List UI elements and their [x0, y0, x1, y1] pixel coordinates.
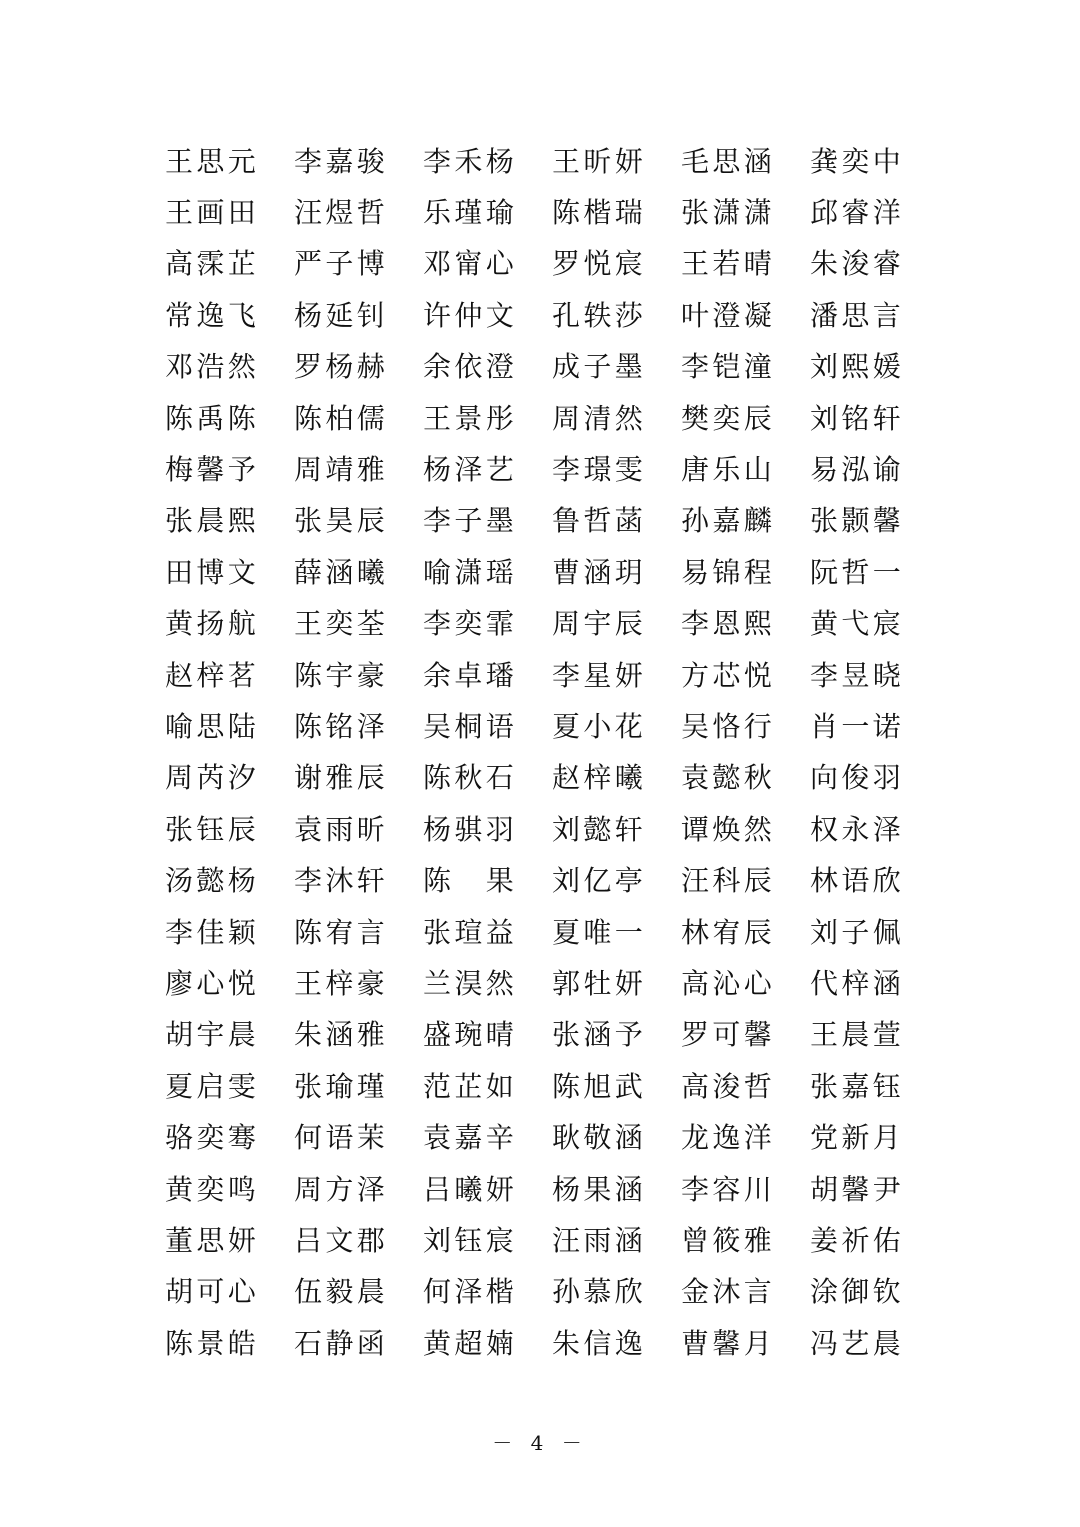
- name-entry: 曹馨月: [681, 1326, 776, 1360]
- name-entry: 成子墨: [552, 350, 647, 384]
- name-entry: 常逸飞: [165, 298, 260, 332]
- name-entry: 孔轶莎: [552, 298, 647, 332]
- name-entry: 张瑜瑾: [294, 1069, 389, 1103]
- name-entry: 李禾杨: [423, 144, 518, 178]
- name-entry: 伍毅晨: [294, 1275, 389, 1309]
- page-number: － 4 －: [492, 1431, 588, 1455]
- name-entry: 黄奕鸣: [165, 1172, 260, 1206]
- name-entry: 吴恪行: [681, 709, 776, 743]
- name-entry: 胡馨尹: [810, 1172, 905, 1206]
- name-entry: 周靖雅: [294, 453, 389, 487]
- name-entry: 汪科辰: [681, 864, 776, 898]
- name-entry: 罗可馨: [681, 1018, 776, 1052]
- name-entry: 黄扬航: [165, 607, 260, 641]
- name-entry: 王景彤: [423, 401, 518, 435]
- name-entry: 刘亿亭: [552, 864, 647, 898]
- name-entry: 喻思陆: [165, 709, 260, 743]
- name-entry: 方芯悦: [681, 658, 776, 692]
- name-entry: 陈景皓: [165, 1326, 260, 1360]
- name-entry: 王若晴: [681, 247, 776, 281]
- name-entry: 高霂芷: [165, 247, 260, 281]
- name-entry: 高浚哲: [681, 1069, 776, 1103]
- name-entry: 吴桐语: [423, 709, 518, 743]
- name-entry: 廖心悦: [165, 966, 260, 1000]
- name-entry: 赵梓曦: [552, 761, 647, 795]
- name-entry: 喻潇瑶: [423, 555, 518, 589]
- name-entry: 高沁心: [681, 966, 776, 1000]
- name-entry: 刘铭轩: [810, 401, 905, 435]
- name-entry: 乐瑾瑜: [423, 196, 518, 230]
- name-entry: 陈宥言: [294, 915, 389, 949]
- name-entry: 李昱晓: [810, 658, 905, 692]
- name-entry: 袁嘉辛: [423, 1121, 518, 1155]
- name-entry: 周方泽: [294, 1172, 389, 1206]
- name-entry: 王思元: [165, 144, 260, 178]
- name-entry: 黄超婻: [423, 1326, 518, 1360]
- name-entry: 余依澄: [423, 350, 518, 384]
- name-entry: 王晨萱: [810, 1018, 905, 1052]
- name-entry: 叶澄凝: [681, 298, 776, 332]
- name-entry: 陈 果: [423, 864, 518, 898]
- name-entry: 田博文: [165, 555, 260, 589]
- name-entry: 范芷如: [423, 1069, 518, 1103]
- name-entry: 朱涵雅: [294, 1018, 389, 1052]
- name-entry: 涂御钦: [810, 1275, 905, 1309]
- name-entry: 刘钰宸: [423, 1223, 518, 1257]
- name-entry: 王画田: [165, 196, 260, 230]
- name-entry: 何泽楷: [423, 1275, 518, 1309]
- name-entry: 盛琬晴: [423, 1018, 518, 1052]
- name-entry: 陈禹陈: [165, 401, 260, 435]
- name-entry: 易锦程: [681, 555, 776, 589]
- name-entry: 袁懿秋: [681, 761, 776, 795]
- name-entry: 董思妍: [165, 1223, 260, 1257]
- name-entry: 代梓涵: [810, 966, 905, 1000]
- name-entry: 胡可心: [165, 1275, 260, 1309]
- name-entry: 冯艺晨: [810, 1326, 905, 1360]
- name-entry: 李嘉骏: [294, 144, 389, 178]
- name-entry: 张瑄益: [423, 915, 518, 949]
- name-entry: 邱睿洋: [810, 196, 905, 230]
- name-entry: 王昕妍: [552, 144, 647, 178]
- name-entry: 金沐言: [681, 1275, 776, 1309]
- name-entry: 林宥辰: [681, 915, 776, 949]
- name-entry: 刘子佩: [810, 915, 905, 949]
- name-entry: 刘懿轩: [552, 812, 647, 846]
- name-entry: 李奕霏: [423, 607, 518, 641]
- name-entry: 朱信逸: [552, 1326, 647, 1360]
- name-entry: 唐乐山: [681, 453, 776, 487]
- name-entry: 向俊羽: [810, 761, 905, 795]
- name-entry: 陈宇豪: [294, 658, 389, 692]
- name-entry: 朱浚睿: [810, 247, 905, 281]
- name-entry: 李星妍: [552, 658, 647, 692]
- name-entry: 孙嘉麟: [681, 504, 776, 538]
- name-entry: 杨延钊: [294, 298, 389, 332]
- name-entry: 樊奕辰: [681, 401, 776, 435]
- name-entry: 夏小花: [552, 709, 647, 743]
- name-entry: 曹涵玥: [552, 555, 647, 589]
- name-entry: 肖一诺: [810, 709, 905, 743]
- name-entry: 夏唯一: [552, 915, 647, 949]
- name-entry: 张钰辰: [165, 812, 260, 846]
- name-entry: 汤懿杨: [165, 864, 260, 898]
- name-entry: 姜祈佑: [810, 1223, 905, 1257]
- name-entry: 梅馨予: [165, 453, 260, 487]
- name-entry: 毛思涵: [681, 144, 776, 178]
- name-entry: 邓浩然: [165, 350, 260, 384]
- name-entry: 石静函: [294, 1326, 389, 1360]
- name-entry: 张嘉钰: [810, 1069, 905, 1103]
- name-entry: 吕文郡: [294, 1223, 389, 1257]
- name-entry: 易泓谕: [810, 453, 905, 487]
- name-entry: 鲁哲菡: [552, 504, 647, 538]
- name-entry: 黄弋宸: [810, 607, 905, 641]
- name-entry: 耿敬涵: [552, 1121, 647, 1155]
- name-entry: 余卓璠: [423, 658, 518, 692]
- name-entry: 罗悦宸: [552, 247, 647, 281]
- name-entry: 陈楷瑞: [552, 196, 647, 230]
- name-entry: 陈铭泽: [294, 709, 389, 743]
- name-entry: 王梓豪: [294, 966, 389, 1000]
- name-entry: 邓甯心: [423, 247, 518, 281]
- name-entry: 李佳颖: [165, 915, 260, 949]
- name-entry: 兰淏然: [423, 966, 518, 1000]
- name-entry: 李恩熙: [681, 607, 776, 641]
- name-entry: 李容川: [681, 1172, 776, 1206]
- name-entry: 陈秋石: [423, 761, 518, 795]
- name-entry: 张晨熙: [165, 504, 260, 538]
- name-entry: 刘熙媛: [810, 350, 905, 384]
- name-entry: 张颢馨: [810, 504, 905, 538]
- name-list: [165, 136, 925, 1369]
- name-entry: 周宇辰: [552, 607, 647, 641]
- name-entry: 陈柏儒: [294, 401, 389, 435]
- name-entry: 陈旭武: [552, 1069, 647, 1103]
- name-entry: 党新月: [810, 1121, 905, 1155]
- name-entry: 李铠潼: [681, 350, 776, 384]
- name-entry: 胡宇晨: [165, 1018, 260, 1052]
- name-entry: 吕曦妍: [423, 1172, 518, 1206]
- name-entry: 周清然: [552, 401, 647, 435]
- name-entry: 何语茉: [294, 1121, 389, 1155]
- name-entry: 谢雅辰: [294, 761, 389, 795]
- name-entry: 杨骐羽: [423, 812, 518, 846]
- name-entry: 赵梓茗: [165, 658, 260, 692]
- name-entry: 王奕荃: [294, 607, 389, 641]
- name-entry: 袁雨昕: [294, 812, 389, 846]
- name-entry: 李璟雯: [552, 453, 647, 487]
- name-entry: 权永泽: [810, 812, 905, 846]
- name-entry: 张昊辰: [294, 504, 389, 538]
- name-entry: 郭牡妍: [552, 966, 647, 1000]
- name-entry: 周芮汐: [165, 761, 260, 795]
- name-entry: 许仲文: [423, 298, 518, 332]
- name-entry: 孙慕欣: [552, 1275, 647, 1309]
- name-entry: 汪煜哲: [294, 196, 389, 230]
- name-entry: 薛涵曦: [294, 555, 389, 589]
- name-entry: 骆奕骞: [165, 1121, 260, 1155]
- name-entry: 杨泽艺: [423, 453, 518, 487]
- name-entry: 龙逸洋: [681, 1121, 776, 1155]
- name-entry: 汪雨涵: [552, 1223, 647, 1257]
- name-entry: 李子墨: [423, 504, 518, 538]
- name-entry: 杨果涵: [552, 1172, 647, 1206]
- name-entry: 张涵予: [552, 1018, 647, 1052]
- name-entry: 林语欣: [810, 864, 905, 898]
- name-entry: 龚奕中: [810, 144, 905, 178]
- name-entry: 罗杨赫: [294, 350, 389, 384]
- name-entry: 严子博: [294, 247, 389, 281]
- name-entry: 夏启雯: [165, 1069, 260, 1103]
- name-entry: 张潇潇: [681, 196, 776, 230]
- name-entry: 谭焕然: [681, 812, 776, 846]
- name-entry: 潘思言: [810, 298, 905, 332]
- name-entry: 李沐轩: [294, 864, 389, 898]
- name-entry: 曾筱雅: [681, 1223, 776, 1257]
- name-entry: 阮哲一: [810, 555, 905, 589]
